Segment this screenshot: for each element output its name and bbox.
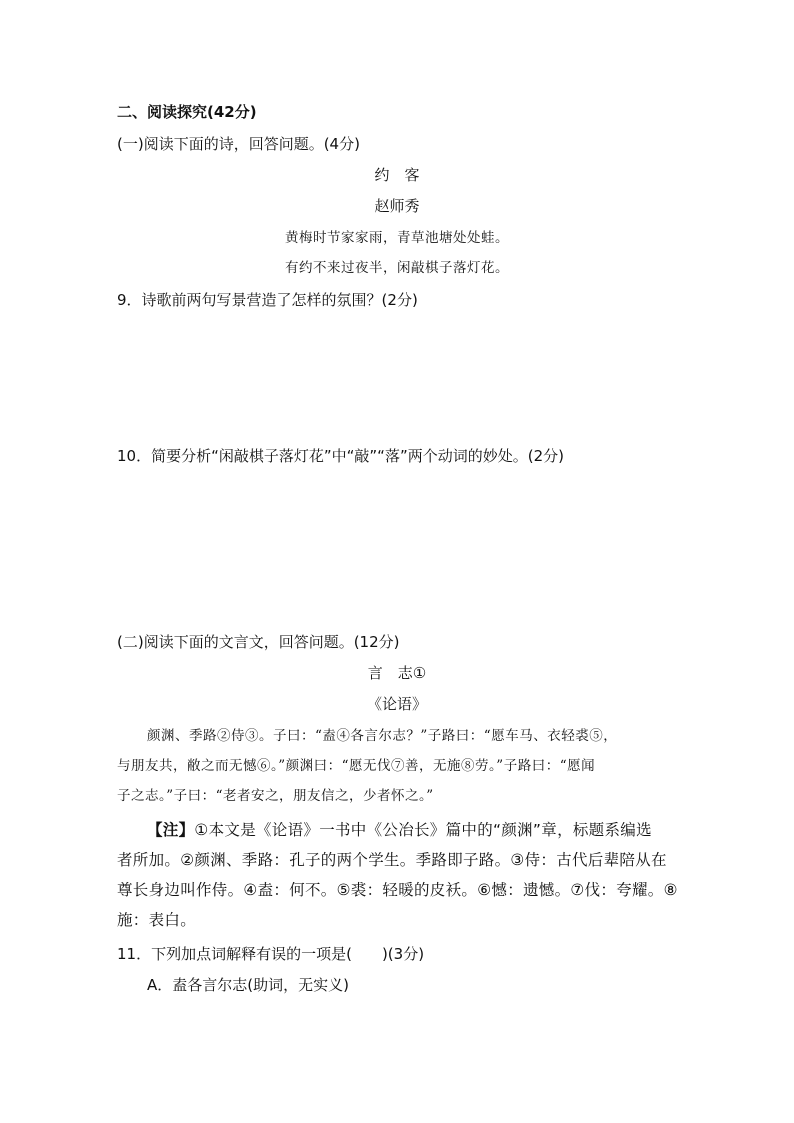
note-line-1: ①本文是《论语》一书中《公冶长》篇中的“颜渊”章，标题系编选 xyxy=(194,821,652,839)
question-11: 11．下列加点词解释有误的一项是( )(3分) xyxy=(117,945,425,963)
poem-line-1: 黄梅时节家家雨，青草池塘处处蛙。 xyxy=(285,230,509,246)
classical-text-line-3: 子之志。”子曰：“老者安之，朋友信之，少者怀之。” xyxy=(117,788,434,804)
poem-author: 赵师秀 xyxy=(374,197,420,215)
classical-text-line-1: 颜渊、季路②侍③。子曰：“盍④各言尔志？”子路曰：“愿车马、衣轻裘⑤， xyxy=(147,728,618,744)
classical-text-source: 《论语》 xyxy=(366,695,427,713)
question-11-option-a: A．盍各言尔志(助词，无实义) xyxy=(147,976,349,994)
section-heading: 二、阅读探究(42分) xyxy=(117,103,257,121)
part2-instruction: (二)阅读下面的文言文，回答问题。(12分) xyxy=(117,633,400,651)
question-10: 10．简要分析“闲敲棋子落灯花”中“敲”“落”两个动词的妙处。(2分) xyxy=(117,447,564,465)
classical-text-title: 言 志① xyxy=(367,664,427,682)
note-line-3: 尊长身边叫作侍。④盍：何不。⑤裘：轻暖的皮袄。⑥憾：遗憾。⑦伐：夸耀。⑧ xyxy=(117,881,678,899)
part1-instruction: (一)阅读下面的诗，回答问题。(4分) xyxy=(117,135,360,153)
note-label: 【注】 xyxy=(147,821,195,839)
note-line-4: 施：表白。 xyxy=(117,911,197,929)
question-9: 9．诗歌前两句写景营造了怎样的氛围？(2分) xyxy=(117,291,418,309)
poem-line-2: 有约不来过夜半，闲敲棋子落灯花。 xyxy=(285,260,509,276)
classical-text-line-2: 与朋友共，敝之而无憾⑥。”颜渊曰：“愿无伐⑦善，无施⑧劳。”子路曰：“愿闻 xyxy=(117,758,596,774)
note-first-line xyxy=(147,820,652,840)
poem-title: 约 客 xyxy=(374,166,420,184)
note-line-2: 者所加。②颜渊、季路：孔子的两个学生。季路即子路。③侍：古代后辈陪从在 xyxy=(117,851,667,869)
